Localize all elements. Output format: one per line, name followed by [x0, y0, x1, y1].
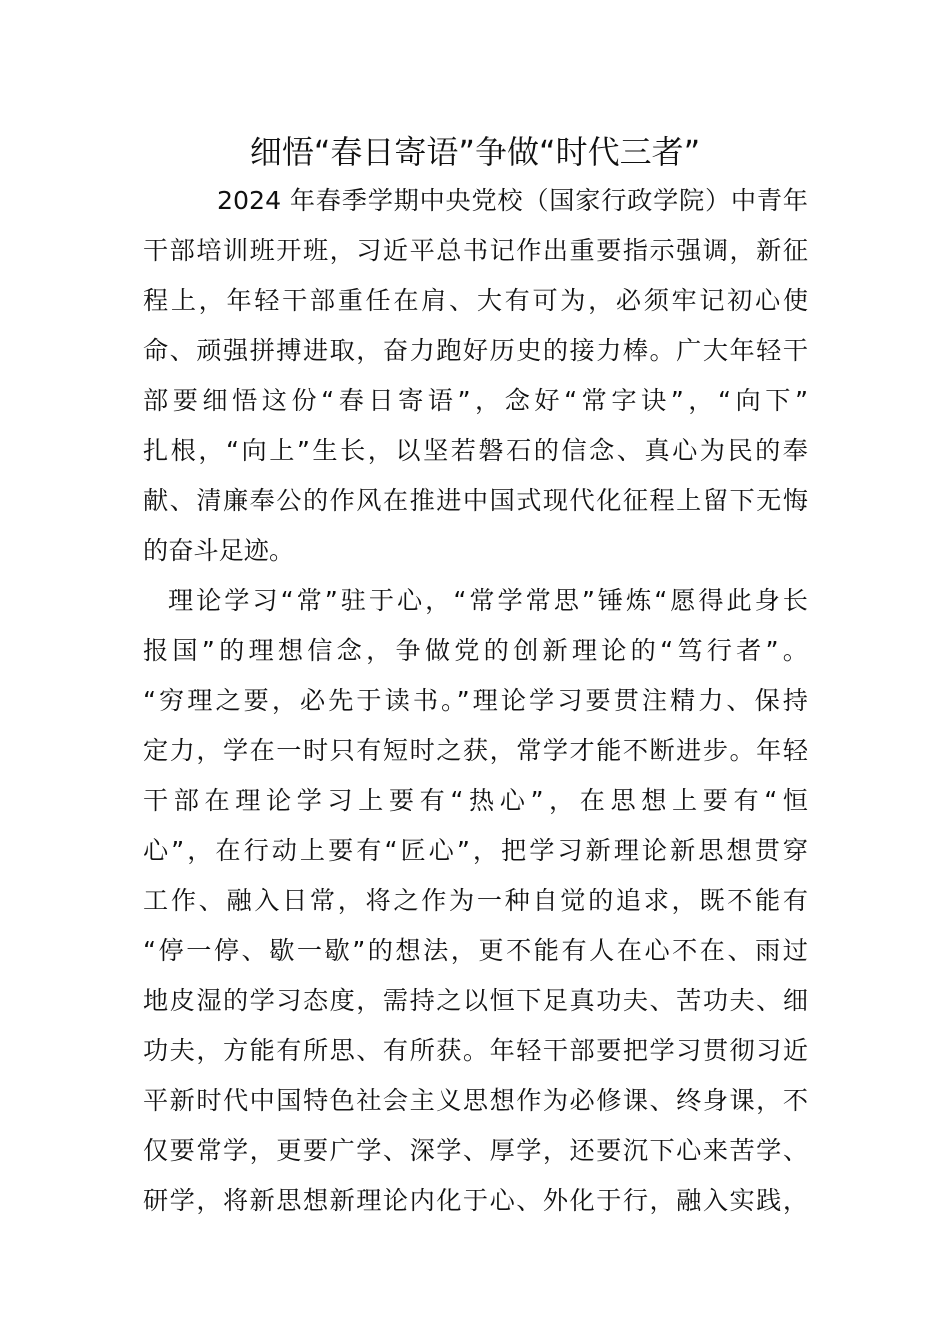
body-line: “停一停、歇一歇”的想法，更不能有人在心不在、雨过	[143, 936, 808, 965]
body-line: 报国”的理想信念，争做党的创新理论的“笃行者”。	[143, 636, 808, 665]
body-line: 程上，年轻干部重任在肩、大有可为，必须牢记初心使	[143, 286, 808, 315]
body-line: 仅要常学，更要广学、深学、厚学，还要沉下心来苦学、	[143, 1136, 808, 1165]
body-line: 研学，将新思想新理论内化于心、外化于行，融入实践，	[143, 1186, 808, 1215]
document-body	[143, 176, 808, 1226]
body-line: 献、清廉奉公的作风在推进中国式现代化征程上留下无悔	[143, 486, 808, 515]
body-line: 定力，学在一时只有短时之获，常学才能不断进步。年轻	[143, 736, 808, 765]
body-line: 部要细悟这份“春日寄语”，念好“常字诀”，“向下”	[143, 386, 808, 415]
body-line: 平新时代中国特色社会主义思想作为必修课、终身课，不	[143, 1086, 808, 1115]
document-title: 细悟“春日寄语”争做“时代三者”	[249, 133, 701, 171]
body-line: 工作、融入日常，将之作为一种自觉的追求，既不能有	[143, 886, 808, 915]
body-line: 地皮湿的学习态度，需持之以恒下足真功夫、苦功夫、细	[143, 986, 808, 1015]
body-line: 命、顽强拼搏进取，奋力跑好历史的接力棒。广大年轻干	[143, 336, 808, 365]
body-line: 的奋斗足迹。	[143, 536, 295, 565]
body-line: 2024 年春季学期中央党校（国家行政学院）中青年	[217, 186, 808, 215]
body-line: 扎根，“向上”生长，以坚若磐石的信念、真心为民的奉	[143, 436, 808, 465]
body-line: 干部培训班开班，习近平总书记作出重要指示强调，新征	[143, 236, 808, 265]
body-line: 理论学习“常”驻于心，“常学常思”锤炼“愿得此身长	[168, 586, 808, 615]
body-line: 心”，在行动上要有“匠心”，把学习新理论新思想贯穿	[143, 836, 808, 865]
body-line: “穷理之要，必先于读书。”理论学习要贯注精力、保持	[143, 686, 808, 715]
body-line: 干部在理论学习上要有“热心”，在思想上要有“恒	[143, 786, 808, 815]
body-line: 功夫，方能有所思、有所获。年轻干部要把学习贯彻习近	[143, 1036, 808, 1065]
